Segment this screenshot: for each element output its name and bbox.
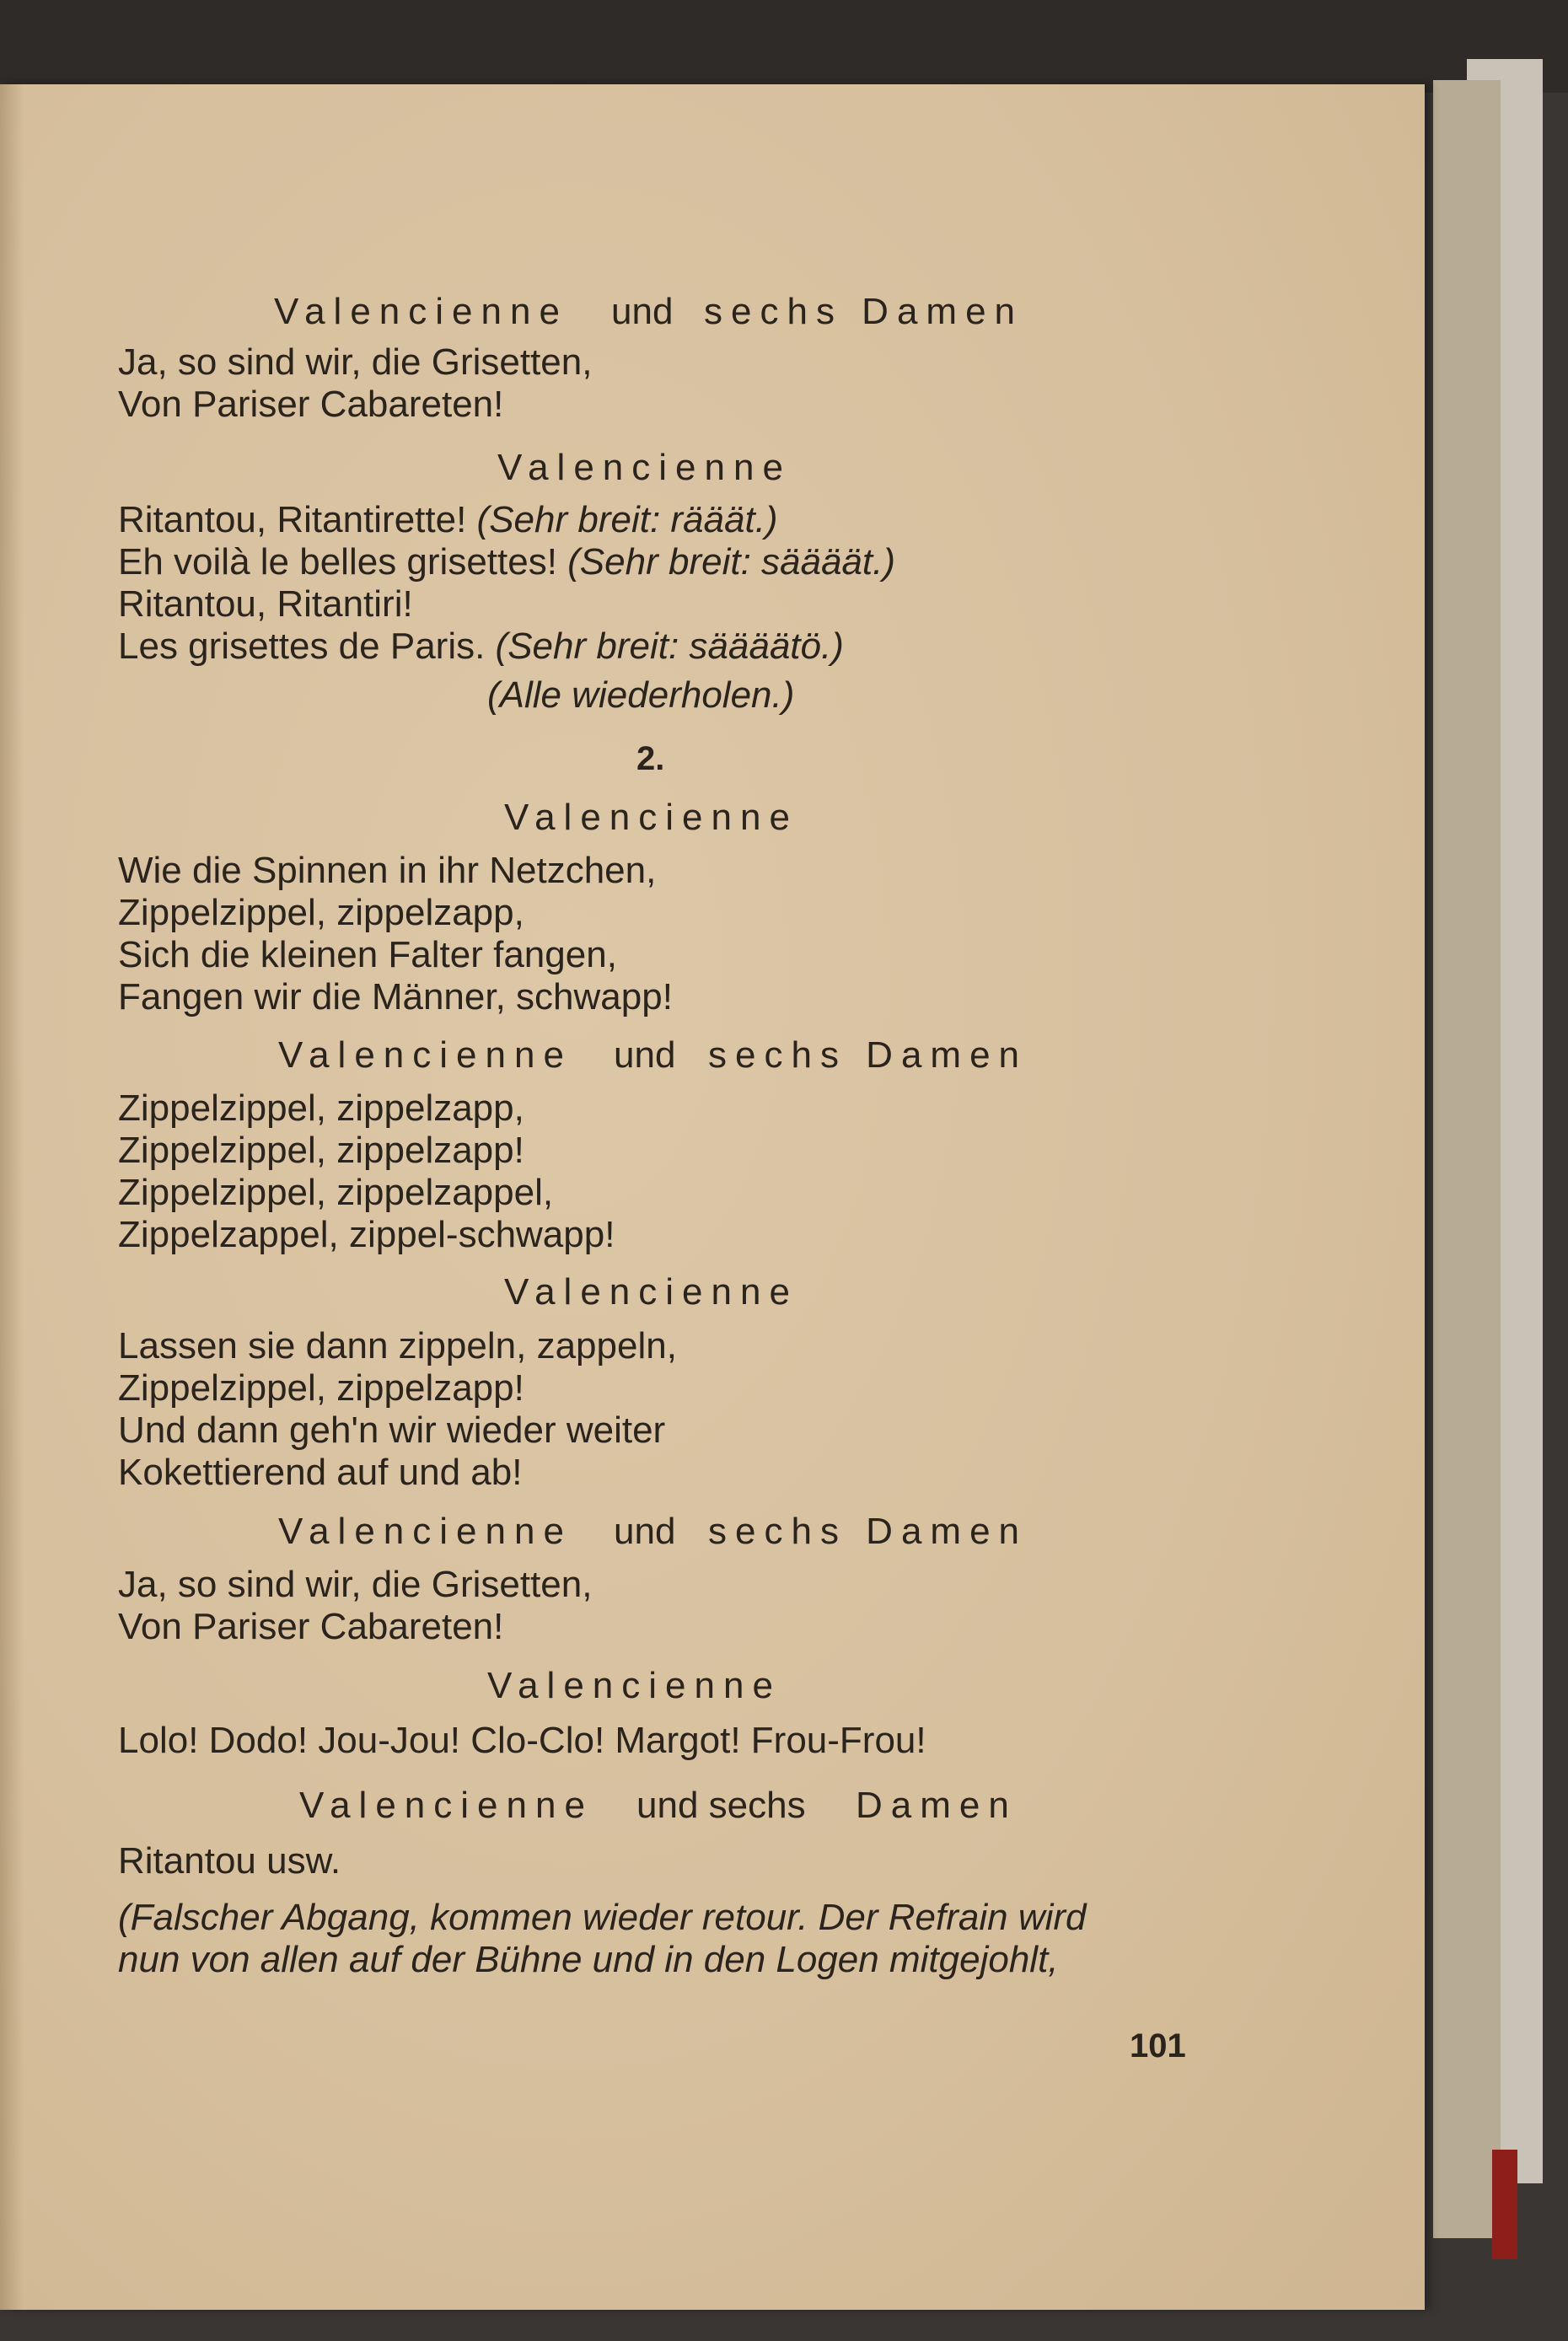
background-top: [0, 0, 1568, 93]
stanza-number: 2.: [636, 740, 665, 777]
verse-line: Zippelzippel, zippelzapp,: [118, 1087, 524, 1129]
speaker-label: Valencienne: [274, 291, 568, 332]
speaker-label: Valencienne: [299, 1785, 593, 1826]
page-stack-front: [1433, 80, 1501, 2238]
verse-line: Lassen sie dann zippeln, zappeln,: [118, 1325, 677, 1366]
speaker-label: sechs Damen: [704, 291, 1024, 332]
stage-direction: (Falscher Abgang, kommen wieder retour. Der Refrain wird: [118, 1897, 1087, 1938]
book-cover-edge: [1492, 2150, 1517, 2259]
verse-line: Zippelzippel, zippelzapp!: [118, 1367, 524, 1409]
verse-line: Eh voilà le belles grisettes! (Sehr breit: säääät.): [118, 541, 896, 583]
verse-line: Fangen wir die Männer, schwapp!: [118, 976, 673, 1017]
verse-line: Zippelzippel, zippelzapp!: [118, 1130, 524, 1171]
speaker-conjunction: und: [614, 1511, 676, 1552]
speaker-label: Valencienne: [278, 1511, 572, 1552]
speaker-label: Valencienne: [504, 797, 798, 838]
speaker-label: Valencienne: [497, 447, 792, 488]
verse-line: Und dann geh'n wir wieder weiter: [118, 1409, 666, 1451]
speaker-label: Valencienne: [487, 1665, 781, 1706]
speaker-label: Valencienne: [504, 1271, 798, 1313]
page-fold-shadow: [0, 84, 24, 2310]
page-number: 101: [1130, 2027, 1186, 2064]
verse-line: Ritantou, Ritantiri!: [118, 583, 413, 625]
verse-line: Zippelzippel, zippelzappel,: [118, 1172, 554, 1213]
verse-line: Von Pariser Cabareten!: [118, 1606, 504, 1647]
verse-line: Wie die Spinnen in ihr Netzchen,: [118, 850, 657, 891]
speaker-label: sechs Damen: [708, 1034, 1028, 1076]
verse-line: Zippelzippel, zippelzapp,: [118, 892, 524, 933]
verse-line: Ja, so sind wir, die Grisetten,: [118, 1564, 593, 1605]
verse-line: Sich die kleinen Falter fangen,: [118, 934, 617, 975]
verse-line: Ja, so sind wir, die Grisetten,: [118, 341, 593, 383]
speaker-conjunction: und sechs: [636, 1785, 806, 1826]
verse-line: Ritantou, Ritantirette! (Sehr breit: rääät.): [118, 499, 778, 540]
verse-line: Kokettierend auf und ab!: [118, 1452, 523, 1493]
speaker-conjunction: und: [611, 291, 674, 332]
book-page: [0, 84, 1425, 2310]
verse-line: Ritantou usw.: [118, 1840, 341, 1882]
speaker-label: Valencienne: [278, 1034, 572, 1076]
stage-direction: nun von allen auf der Bühne und in den Logen mitgejohlt,: [118, 1939, 1059, 1980]
speaker-conjunction: und: [614, 1034, 676, 1076]
speaker-label: Damen: [856, 1785, 1018, 1826]
stage-direction: (Alle wiederholen.): [487, 674, 795, 716]
verse-line: Von Pariser Cabareten!: [118, 384, 504, 425]
verse-line: Lolo! Dodo! Jou-Jou! Clo-Clo! Margot! Frou-Frou!: [118, 1720, 926, 1761]
verse-line: Zippelzappel, zippel-schwapp!: [118, 1214, 615, 1255]
verse-line: Les grisettes de Paris. (Sehr breit: säääätö.): [118, 626, 844, 667]
speaker-label: sechs Damen: [708, 1511, 1028, 1552]
